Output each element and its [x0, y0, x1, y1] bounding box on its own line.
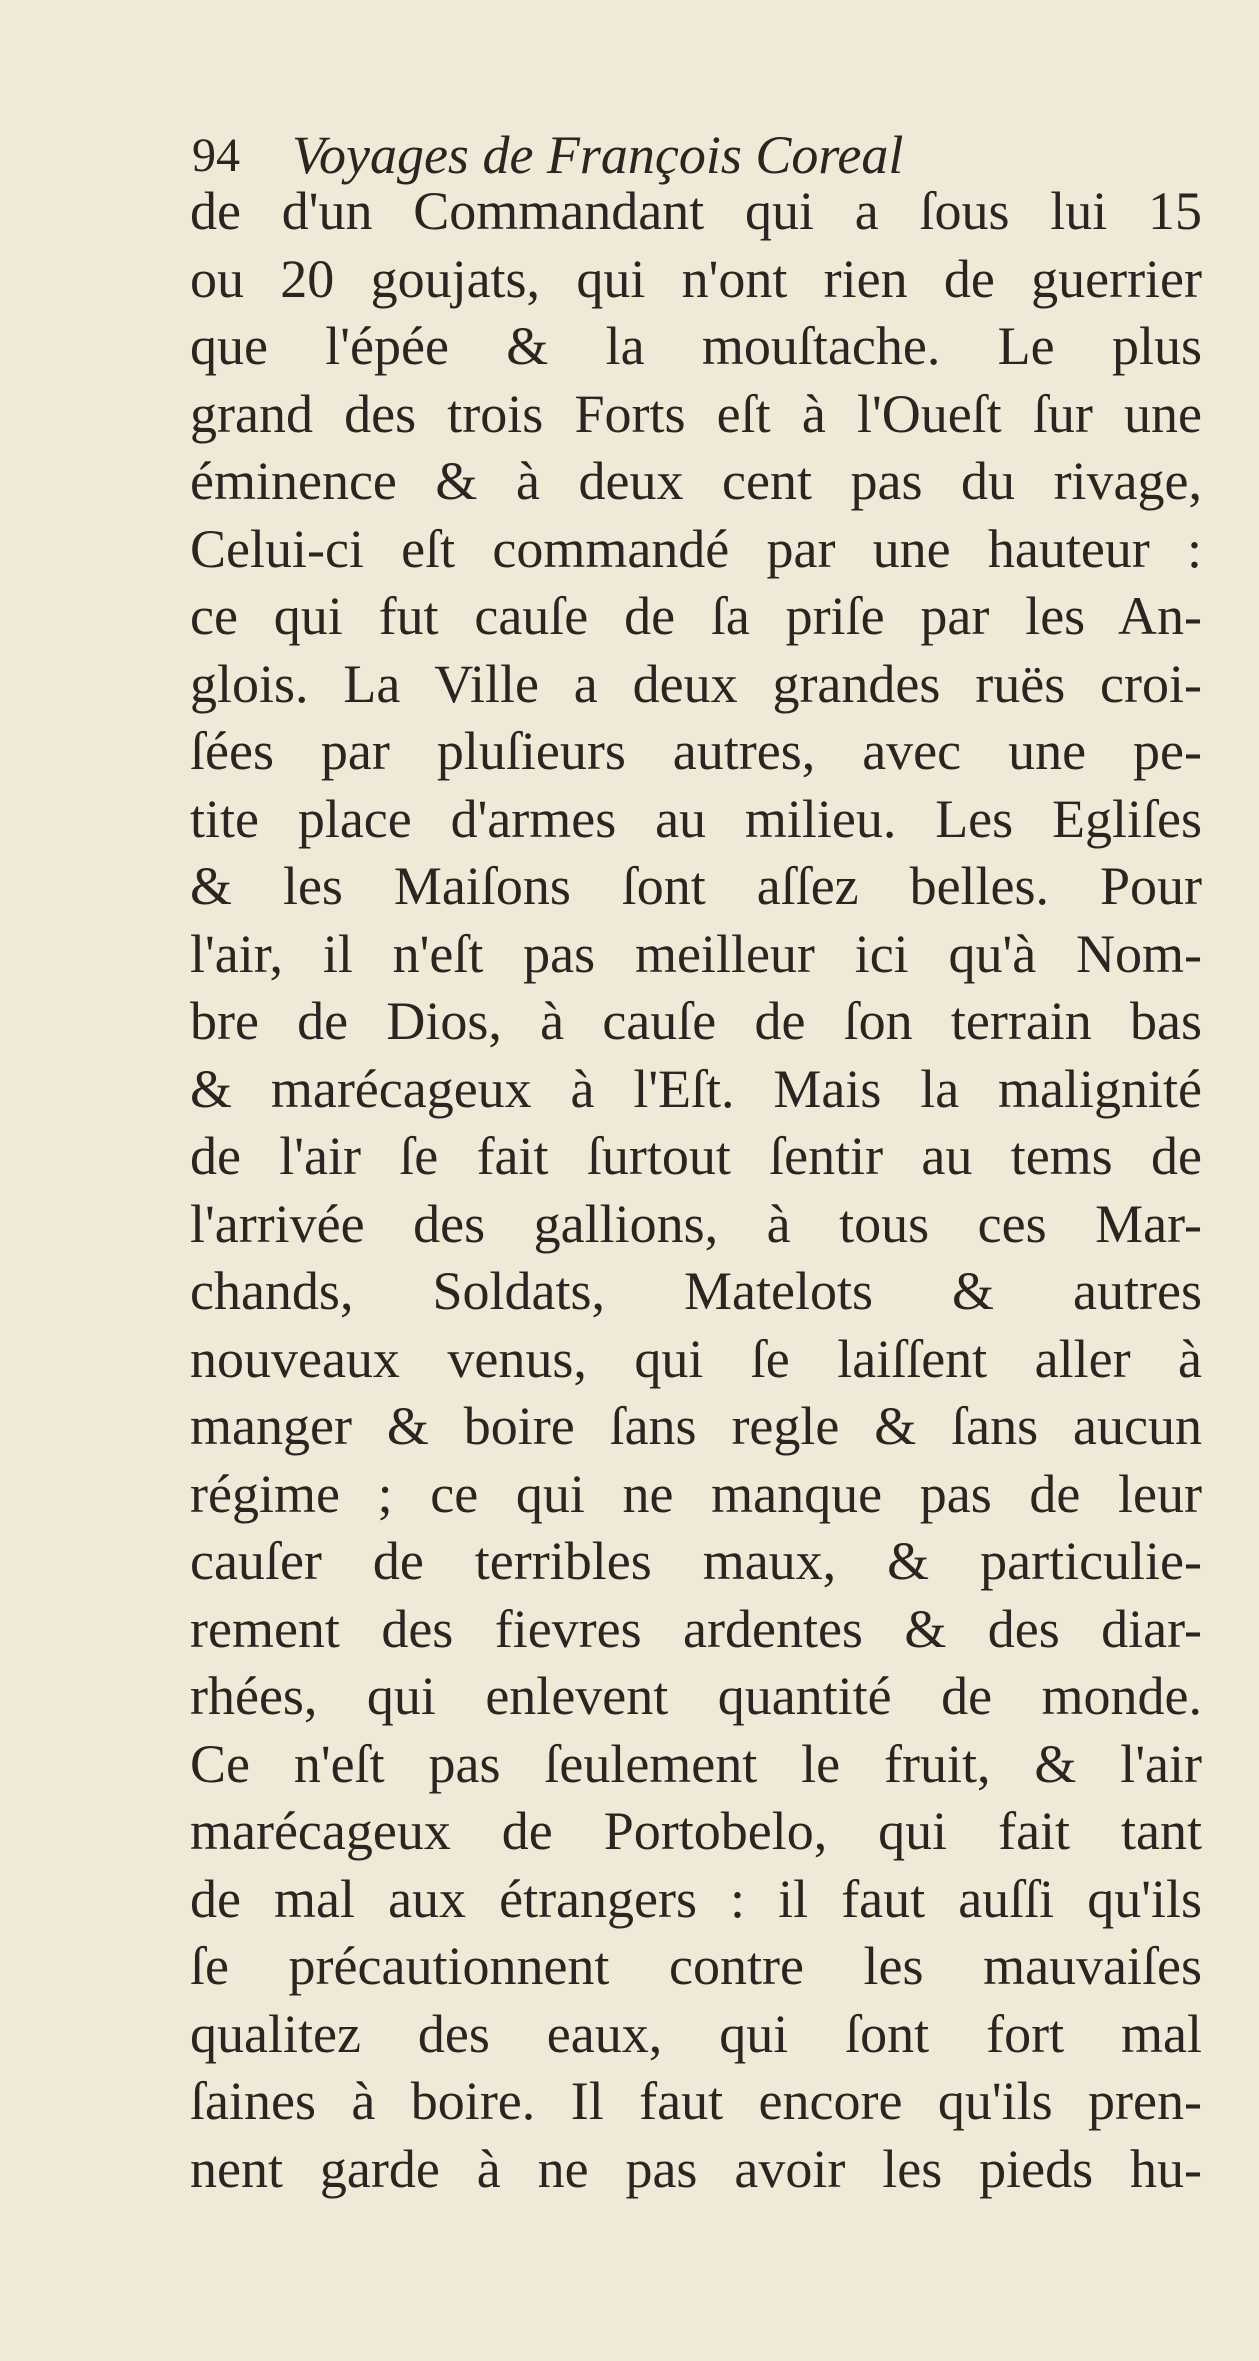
- text-line: éminence & à deux cent pas du rivage,: [190, 451, 1202, 511]
- text-line: tite place d'armes au milieu. Les Egliſes: [190, 788, 1202, 849]
- text-line: de d'un Commandant qui a ſous lui 15: [190, 181, 1202, 241]
- page-number: 94: [192, 129, 240, 182]
- text-line: ſe précautionnent contre les mauvaiſes: [190, 1936, 1202, 1996]
- text-line: glois. La Ville a deux grandes ruës croi-: [190, 653, 1202, 714]
- text-line: l'air, il n'eſt pas meilleur ici qu'à Nom-: [190, 923, 1202, 984]
- text-line: ſées par pluſieurs autres, avec une pe-: [190, 721, 1202, 781]
- text-line: & marécageux à l'Eſt. Mais la malignité: [190, 1058, 1202, 1119]
- text-line: ce qui fut cauſe de ſa priſe par les An-: [190, 586, 1202, 646]
- text-line: régime ; ce qui ne manque pas de leur: [190, 1463, 1202, 1524]
- text-line: manger & boire ſans regle & ſans aucun: [190, 1396, 1202, 1456]
- text-line: & les Maiſons ſont aſſez belles. Pour: [190, 856, 1202, 916]
- text-line: ou 20 goujats, qui n'ont rien de guerrier: [190, 248, 1202, 309]
- text-line: chands, Soldats, Matelots & autres: [190, 1261, 1202, 1321]
- text-line: nent garde à ne pas avoir les pieds hu-: [190, 2138, 1202, 2199]
- text-line: Celui-ci eſt commandé par une hauteur :: [190, 518, 1202, 579]
- text-line: grand des trois Forts eſt à l'Oueſt ſur une: [190, 383, 1202, 444]
- text-line: rement des fievres ardentes & des diar-: [190, 1598, 1202, 1659]
- text-line: de l'air ſe fait ſurtout ſentir au tems de: [190, 1126, 1202, 1186]
- text-line: l'arrivée des gallions, à tous ces Mar-: [190, 1193, 1202, 1254]
- text-line: nouveaux venus, qui ſe laiſſent aller à: [190, 1328, 1202, 1389]
- text-line: qualitez des eaux, qui ſont fort mal: [190, 2003, 1202, 2064]
- text-line: bre de Dios, à cauſe de ſon terrain bas: [190, 991, 1202, 1051]
- text-line: que l'épée & la mouſtache. Le plus: [190, 316, 1202, 376]
- running-title: Voyages de François Coreal: [292, 125, 904, 185]
- text-line: Ce n'eſt pas ſeulement le fruit, & l'air: [190, 1733, 1202, 1794]
- text-line: marécageux de Portobelo, qui fait tant: [190, 1801, 1202, 1861]
- text-line: cauſer de terribles maux, & particulie-: [190, 1531, 1202, 1591]
- text-line: rhées, qui enlevent quantité de monde.: [190, 1666, 1202, 1726]
- text-line: ſaines à boire. Il faut encore qu'ils pren-: [190, 2071, 1202, 2131]
- text-line: de mal aux étrangers : il faut auſſi qu'ils: [190, 1868, 1202, 1929]
- body-text: [190, 178, 1202, 2203]
